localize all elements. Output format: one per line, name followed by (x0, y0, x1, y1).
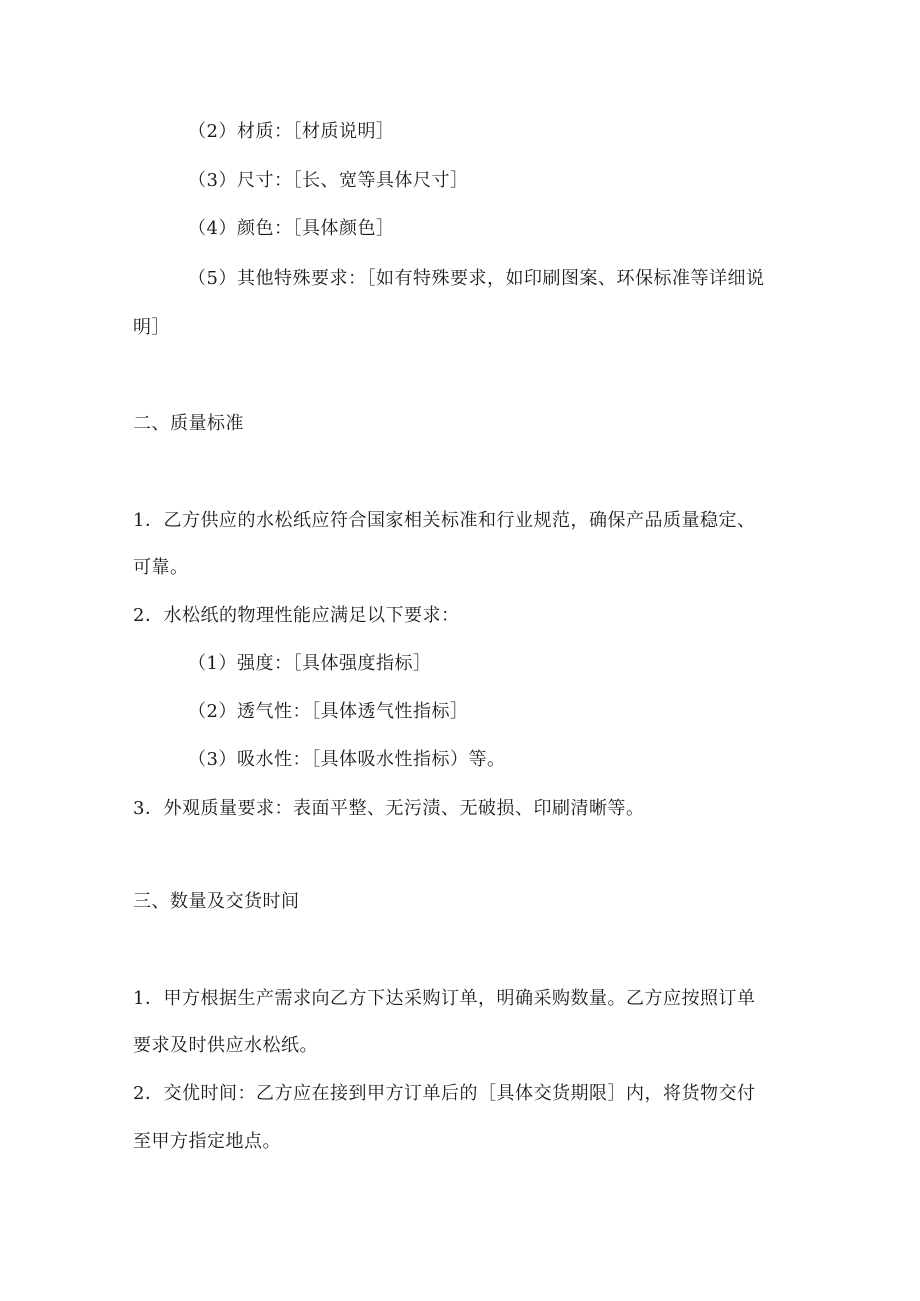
quality-item-1: 1．乙方供应的水松纸应符合国家相关标准和行业规范，确保产品质量稳定、 (133, 510, 756, 531)
section-heading-quality: 二、质量标准 (133, 413, 244, 434)
spec-color: （4）颜色：［具体颜色］ (188, 218, 395, 239)
delivery-item-1: 1．甲方根据生产需求向乙方下达采购订单，明确采购数量。乙方应按照订单 (133, 988, 756, 1009)
quality-item-1-cont: 可靠。 (133, 557, 189, 578)
section-heading-quantity-delivery: 三、数量及交货时间 (133, 891, 300, 912)
delivery-item-2: 2．交优时间：乙方应在接到甲方订单后的［具体交货期限］内，将货物交付 (133, 1083, 756, 1104)
quality-permeability: （2）透气性：［具体透气性指标］ (188, 701, 469, 722)
quality-item-2: 2．水松纸的物理性能应满足以下要求： (133, 605, 460, 626)
quality-absorbency: （3）吸水性：［具体吸水性指标）等。 (188, 749, 506, 770)
delivery-item-2-cont: 至甲方指定地点。 (133, 1131, 281, 1152)
spec-size: （3）尺寸：［长、宽等具体尺寸］ (188, 170, 469, 191)
quality-strength: （1）强度：［具体强度指标］ (188, 653, 432, 674)
delivery-item-1-cont: 要求及时供应水松纸。 (133, 1035, 318, 1056)
quality-item-3: 3．外观质量要求：表面平整、无污渍、无破损、印刷清晰等。 (133, 798, 645, 819)
spec-special-requirements-cont: 明］ (133, 317, 170, 338)
spec-special-requirements: （5）其他特殊要求：［如有特殊要求，如印刷图案、环保标准等详细说 (188, 268, 765, 289)
spec-material: （2）材质：［材质说明］ (188, 121, 395, 142)
